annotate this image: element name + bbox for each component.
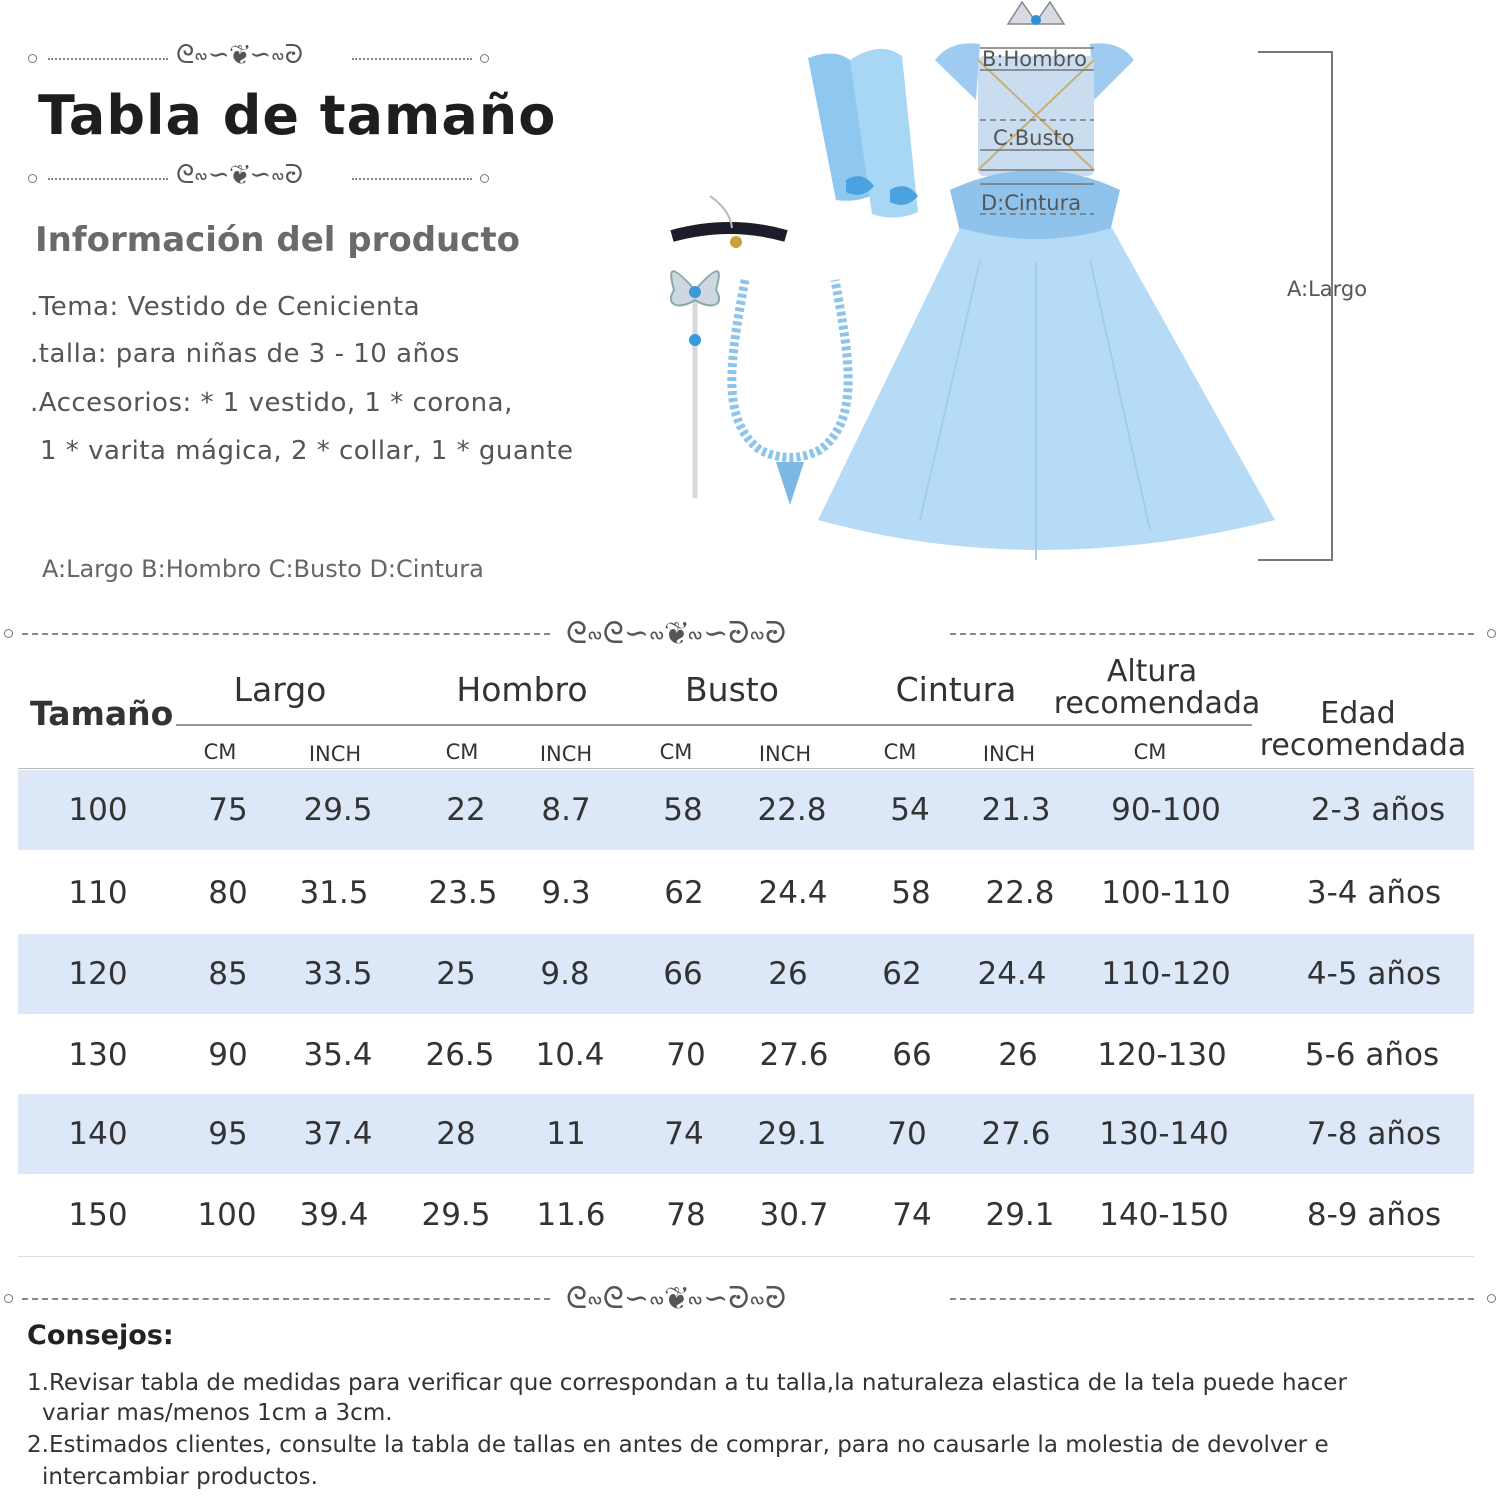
cell-age: 8-9 años — [1306, 1197, 1442, 1233]
scroll-ornament: ᘓ∾∽❦∽∾ᘒ — [176, 40, 304, 70]
table-row — [18, 1094, 1474, 1174]
cell-height: 130-140 — [1099, 1116, 1229, 1152]
bust-label: C:Busto — [993, 126, 1075, 150]
tip-1-cont: variar mas/menos 1cm a 3cm. — [42, 1400, 393, 1426]
scroll-ornament: ᘓ∾ᘓ∽∾❦∾∽ᘒ∾ᘒ — [566, 616, 787, 651]
header-age-2: recomendada — [1259, 728, 1467, 763]
cell-busto-inch: 27.6 — [759, 1037, 829, 1073]
satin-gloves — [808, 49, 918, 218]
cell-age: 2-3 años — [1310, 792, 1446, 828]
cell-cintura-cm: 66 — [892, 1037, 932, 1073]
cell-cintura-cm: 74 — [892, 1197, 932, 1233]
ornament-line — [352, 58, 472, 60]
unit-inch: INCH — [308, 742, 362, 766]
tips-heading: Consejos: — [27, 1320, 174, 1351]
cell-busto-cm: 78 — [666, 1197, 706, 1233]
cell-size: 110 — [68, 875, 128, 911]
cell-height: 120-130 — [1097, 1037, 1227, 1073]
cell-hombro-cm: 22 — [446, 792, 486, 828]
divider-line — [22, 633, 550, 635]
cell-largo-cm: 95 — [208, 1116, 248, 1152]
cell-cintura-inch: 27.6 — [981, 1116, 1051, 1152]
cell-busto-cm: 66 — [663, 956, 703, 992]
info-size: .talla: para niñas de 3 - 10 años — [30, 339, 460, 369]
cell-age: 7-8 años — [1306, 1116, 1442, 1152]
cell-age: 3-4 años — [1306, 875, 1442, 911]
cell-busto-inch: 30.7 — [759, 1197, 829, 1233]
unit-inch: INCH — [539, 742, 593, 766]
cell-size: 100 — [68, 792, 128, 828]
cell-busto-inch: 29.1 — [757, 1116, 827, 1152]
cell-size: 130 — [68, 1037, 128, 1073]
cell-size: 150 — [68, 1197, 128, 1233]
divider-line — [22, 1298, 550, 1300]
divider-line — [950, 1298, 1474, 1300]
cell-cintura-inch: 24.4 — [977, 956, 1047, 992]
tiara — [1008, 2, 1064, 25]
header-age-1: Edad — [1320, 696, 1396, 731]
unit-inch: INCH — [982, 742, 1036, 766]
product-illustration — [650, 0, 1410, 580]
info-accessories-cont: 1 * varita mágica, 2 * collar, 1 * guante — [40, 436, 574, 466]
table-bottom-rule — [18, 1256, 1474, 1257]
tip-2-cont: intercambiar productos. — [42, 1464, 318, 1490]
unit-cm: CM — [445, 740, 479, 764]
shoulder-label: B:Hombro — [982, 47, 1087, 71]
cell-cintura-inch: 22.8 — [985, 875, 1055, 911]
cell-busto-cm: 58 — [663, 792, 703, 828]
cell-hombro-inch: 9.8 — [540, 956, 590, 992]
cell-height: 110-120 — [1101, 956, 1231, 992]
cell-size: 120 — [68, 956, 128, 992]
scroll-ornament: ᘓ∾∽❦∽∾ᘒ — [176, 160, 304, 190]
header-hombro: Hombro — [456, 670, 588, 709]
tip-2: 2.Estimados clientes, consulte la tabla de tallas en antes de comprar, para no causarle la molestia de devolver e — [27, 1432, 1329, 1458]
cell-cintura-cm: 70 — [887, 1116, 927, 1152]
unit-cm: CM — [883, 740, 917, 764]
cell-cintura-inch: 29.1 — [985, 1197, 1055, 1233]
cell-largo-inch: 39.4 — [299, 1197, 369, 1233]
cell-hombro-inch: 8.7 — [541, 792, 591, 828]
ornament-dot — [4, 1294, 13, 1303]
unit-cm: CM — [1133, 740, 1167, 764]
ornament-line — [48, 178, 168, 180]
bead-necklace — [732, 280, 848, 505]
cell-height: 140-150 — [1099, 1197, 1229, 1233]
header-bottom-rule — [18, 768, 1474, 769]
header-cintura: Cintura — [895, 670, 1017, 709]
cell-busto-inch: 26 — [768, 956, 808, 992]
cell-hombro-inch: 11 — [546, 1116, 586, 1152]
cell-hombro-inch: 11.6 — [536, 1197, 606, 1233]
cell-height: 90-100 — [1111, 792, 1221, 828]
header-rule — [176, 724, 1252, 726]
header-size: Tamaño — [30, 694, 174, 733]
cell-largo-cm: 90 — [208, 1037, 248, 1073]
info-theme: .Tema: Vestido de Cenicienta — [30, 292, 421, 322]
cell-busto-cm: 74 — [664, 1116, 704, 1152]
table-row — [18, 1175, 1474, 1255]
cell-cintura-inch: 26 — [998, 1037, 1038, 1073]
cell-hombro-inch: 10.4 — [535, 1037, 605, 1073]
cell-hombro-cm: 26.5 — [425, 1037, 495, 1073]
ornament-dot — [28, 174, 37, 183]
ornament-dot — [1487, 1294, 1496, 1303]
header-height-2: recomendada — [1053, 686, 1261, 721]
tip-1: 1.Revisar tabla de medidas para verificar que correspondan a tu talla,la naturaleza elastica de la tela puede hacer — [27, 1370, 1347, 1396]
product-info-heading: Información del producto — [35, 220, 521, 260]
table-row — [18, 853, 1474, 933]
page-title: Tabla de tamaño — [38, 84, 557, 147]
cell-cintura-cm: 62 — [882, 956, 922, 992]
ornament-dot — [1487, 629, 1496, 638]
header-busto: Busto — [685, 670, 779, 709]
cell-largo-cm: 100 — [197, 1197, 257, 1233]
length-label: A:Largo — [1287, 277, 1368, 301]
header-height-1: Altura — [1106, 654, 1198, 689]
ornament-line — [352, 178, 472, 180]
cell-largo-inch: 31.5 — [299, 875, 369, 911]
cell-hombro-cm: 25 — [436, 956, 476, 992]
choker-necklace — [672, 196, 786, 248]
ornament-dot — [4, 629, 13, 638]
cell-size: 140 — [68, 1116, 128, 1152]
ornament-dot — [28, 54, 37, 63]
cell-largo-cm: 80 — [208, 875, 248, 911]
waist-label: D:Cintura — [981, 191, 1082, 215]
measurement-legend: A:Largo B:Hombro C:Busto D:Cintura — [42, 555, 484, 583]
cell-busto-cm: 70 — [666, 1037, 706, 1073]
cell-largo-inch: 37.4 — [303, 1116, 373, 1152]
table-row — [18, 934, 1474, 1014]
cell-largo-cm: 85 — [208, 956, 248, 992]
unit-inch: INCH — [758, 742, 812, 766]
ornament-dot — [480, 54, 489, 63]
unit-cm: CM — [203, 740, 237, 764]
ornament-dot — [480, 174, 489, 183]
cell-hombro-cm: 29.5 — [421, 1197, 491, 1233]
cell-hombro-inch: 9.3 — [541, 875, 591, 911]
table-row — [18, 770, 1474, 850]
magic-wand — [671, 271, 719, 498]
scroll-ornament: ᘓ∾ᘓ∽∾❦∾∽ᘒ∾ᘒ — [566, 1281, 787, 1316]
header-largo: Largo — [233, 670, 327, 709]
cell-busto-inch: 22.8 — [757, 792, 827, 828]
cell-largo-inch: 29.5 — [303, 792, 373, 828]
cell-largo-cm: 75 — [208, 792, 248, 828]
cell-cintura-cm: 58 — [891, 875, 931, 911]
cell-hombro-cm: 23.5 — [428, 875, 498, 911]
cell-largo-inch: 33.5 — [303, 956, 373, 992]
cell-height: 100-110 — [1101, 875, 1231, 911]
divider-line — [950, 633, 1474, 635]
cell-cintura-cm: 54 — [890, 792, 930, 828]
cell-largo-inch: 35.4 — [303, 1037, 373, 1073]
cell-cintura-inch: 21.3 — [981, 792, 1051, 828]
cell-busto-inch: 24.4 — [758, 875, 828, 911]
info-accessories: .Accesorios: * 1 vestido, 1 * corona, — [30, 388, 513, 418]
unit-cm: CM — [659, 740, 693, 764]
cell-busto-cm: 62 — [664, 875, 704, 911]
table-row — [18, 1015, 1474, 1095]
cell-hombro-cm: 28 — [436, 1116, 476, 1152]
ornament-line — [48, 58, 168, 60]
cell-age: 5-6 años — [1304, 1037, 1440, 1073]
cell-age: 4-5 años — [1306, 956, 1442, 992]
